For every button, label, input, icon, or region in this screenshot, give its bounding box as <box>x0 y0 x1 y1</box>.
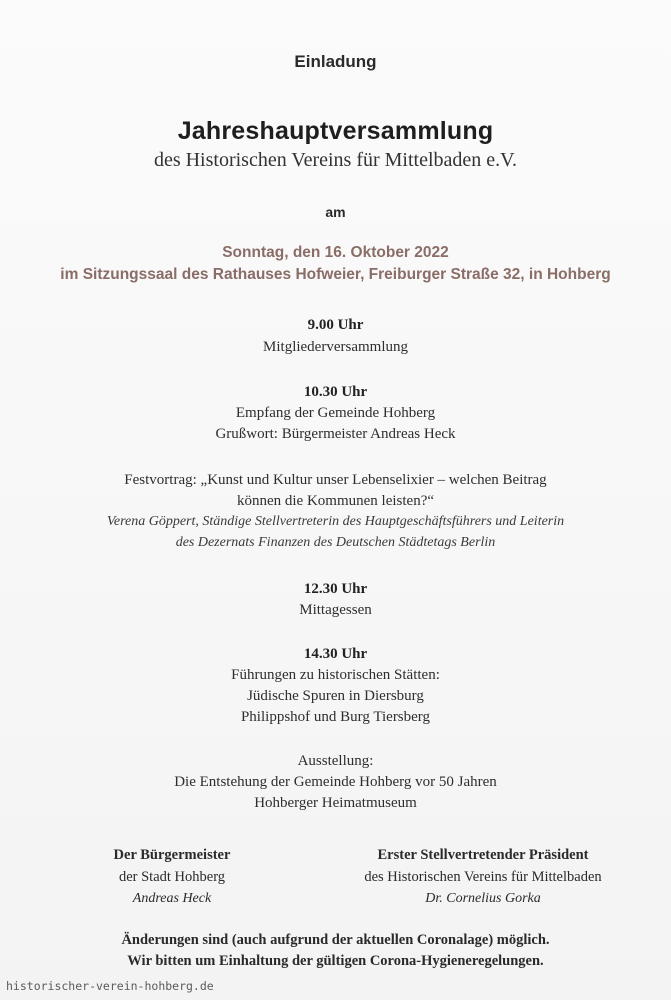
program-time-2: 10.30 Uhr <box>303 384 368 400</box>
event-location: im Sitzungssaal des Rathauses Hofweier, Freiburger Straße 32, in Hohberg <box>60 266 611 283</box>
signature-left-org: der Stadt Hohberg <box>118 869 226 885</box>
exhibition-line: Die Entstehung der Gemeinde Hohberg vor 50 Jahren <box>174 774 497 790</box>
program-item-4-line: Philippshof und Burg Tiersberg <box>240 709 431 725</box>
lecture-title-line: Festvortrag: „Kunst und Kultur unser Lebenselixier – welchen Beitrag <box>124 472 547 488</box>
lecture-title-line: können die Kommunen leisten?“ <box>236 493 435 509</box>
exhibition-line: Hohberger Heimatmuseum <box>254 795 417 811</box>
signature-right-name: Dr. Cornelius Gorka <box>425 891 541 906</box>
notice-line: Änderungen sind (auch aufgrund der aktuellen Coronalage) möglich. <box>121 932 550 948</box>
program-item-3-line: Mittagessen <box>299 602 372 618</box>
signature-right-role: Erster Stellvertretender Präsident <box>377 847 589 863</box>
program-time-4: 14.30 Uhr <box>303 646 368 662</box>
invitation-label: Einladung <box>294 52 377 71</box>
program-item-2-line: Empfang der Gemeinde Hohberg <box>235 405 436 421</box>
page-title: Jahreshauptversammlung <box>177 117 494 145</box>
signature-left-role: Der Bürgermeister <box>113 847 231 863</box>
lecture-speaker-line: Verena Göppert, Ständige Stellvertreterin des Hauptgeschäftsführers und Leiterin <box>106 514 565 529</box>
program-time-3: 12.30 Uhr <box>303 581 368 597</box>
website-watermark: historischer-verein-hohberg.de <box>6 979 214 993</box>
signature-left <box>92 844 252 910</box>
program-time-1: 9.00 Uhr <box>307 317 364 333</box>
lecture-speaker-line: des Dezernats Finanzen des Deutschen Städtetags Berlin <box>175 535 496 550</box>
date-intro: am <box>325 204 346 220</box>
event-date: Sonntag, den 16. Oktober 2022 <box>222 244 449 261</box>
notice-line: Wir bitten um Einhaltung der gültigen Corona-Hygieneregelungen. <box>127 953 544 969</box>
page-subtitle: des Historischen Vereins für Mittelbaden e.V. <box>153 149 518 171</box>
exhibition-label: Ausstellung: <box>297 753 374 769</box>
signature-right <box>338 844 628 910</box>
program-item-1-line: Mitgliederversammlung <box>263 339 408 355</box>
signature-left-name: Andreas Heck <box>132 891 212 906</box>
signature-right-org: des Historischen Vereins für Mittelbaden <box>364 869 602 885</box>
program-item-4-line: Jüdische Spuren in Diersburg <box>247 688 424 704</box>
program-item-4-line: Führungen zu historischen Stätten: <box>231 667 440 683</box>
program-item-2-line: Grußwort: Bürgermeister Andreas Heck <box>215 426 456 442</box>
